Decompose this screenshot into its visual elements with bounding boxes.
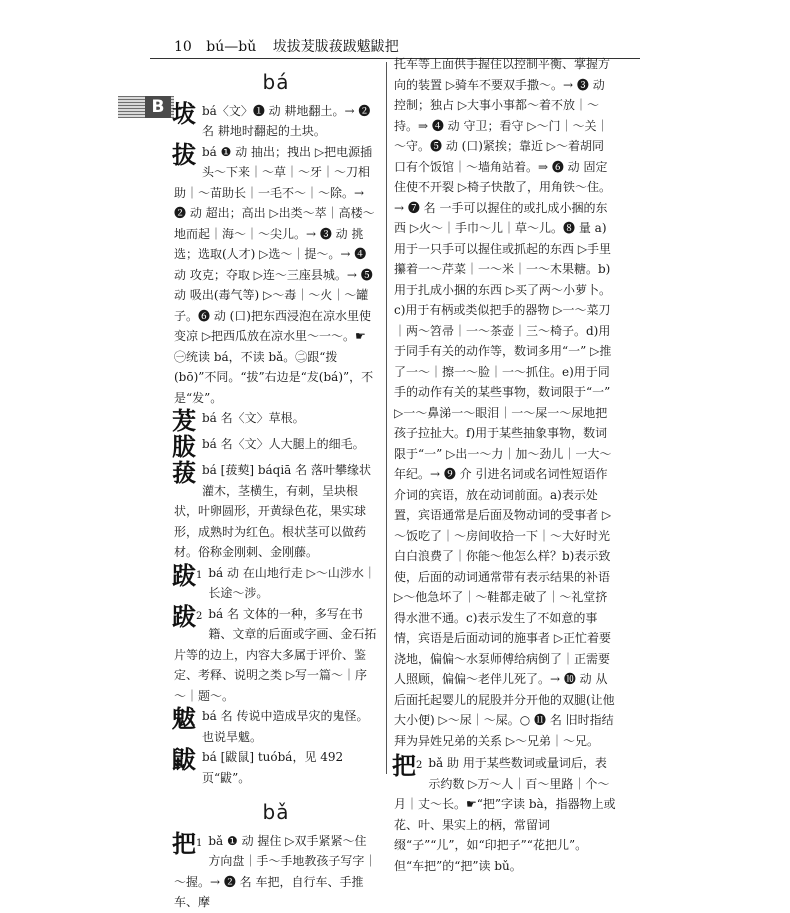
left-column [174, 72, 378, 913]
entry-text: bǎ ❶ 动 握住 ▷双手紧紧～住方向盘｜手～手地教孩子写字｜～握。→ ❷ 名 车把，自行车、手推车、摩 [174, 833, 377, 909]
entry-ba3-1-continued [394, 54, 616, 751]
entry-text: bǎ 助 用于某些数词或量词后，表示约数 ▷万～人｜百～里路｜个～月｜丈～长。☛“把”字读 bà，指器物上或花、叶、果实上的柄，常留词缀“子”“儿”，如“印把子”“花把儿”。但“车把”的“把”读 bǔ。 [394, 756, 616, 873]
section-heading-ba3: bǎ [262, 800, 290, 824]
column-divider [386, 62, 387, 774]
homograph-number: 2 [416, 760, 423, 771]
headword: 坺 [172, 98, 196, 128]
section-heading-ba: bá [262, 70, 290, 94]
headword: 拔 [172, 139, 196, 169]
entry-text: bá [鼥鼠] tuóbá，见 492 页“鼥”。 [202, 750, 344, 785]
entry-text: bá 名〈文〉人大腿上的细毛。 [202, 437, 365, 451]
headword: 胈 [172, 432, 196, 461]
entry-ba3-2 [394, 753, 616, 876]
guide-words: 坺拔茇胈菝跋魃鼥把 [272, 39, 399, 55]
pinyin-range: bú—bǔ [206, 39, 257, 55]
entry-ba-2 [172, 139, 378, 409]
entry-ba-6 [172, 560, 378, 604]
headword: 菝 [172, 458, 196, 487]
headword: 把$^1$ [172, 828, 203, 858]
headword: 魃 [172, 704, 196, 733]
entry-ba-5 [174, 460, 378, 563]
entry-text: bá 动 在山地行走 ▷～山涉水｜长途～涉。 [208, 565, 376, 600]
entry-ba-4 [172, 432, 378, 461]
entry-text: bá 名 文体的一种，多写在书籍、文章的后面或字画、金石拓片等的边上，内容大多属于评价、鉴定、考释、说明之类 ▷写一篇～｜序～｜题～。 [174, 606, 377, 703]
homograph-number: 1 [196, 837, 203, 849]
homograph-number: 1 [196, 569, 203, 581]
entry-ba-7 [172, 601, 378, 707]
entry-text: bá〈文〉❶ 动 耕地翻土。→ ❷ 名 耕地时翻起的土块。 [202, 103, 371, 138]
entry-text: bá [菝葜] báqiā 名 落叶攀缘状灌木，茎横生，有刺，呈块根状，叶卵圆形，开黄绿色花，果实球形，成熟时为红色。根状茎可以做药材。俗称金刚刺、金刚藤。 [174, 463, 371, 559]
headword: 茇 [172, 406, 196, 435]
entry-text: 托车等上面供手握住以控制平衡、掌握方向的装置 ▷骑车不要双手撒～。→ ❸ 动 控制；独占 ▷大事小事都～着不放｜～持。⇒ ❹ 动 守卫；看守 ▷～门｜～关｜～守。❺ 动 (口)紧挨；靠近 ▷～着胡同口有个饭馆｜～墙角站着。⇒ ❻ 动 固定住使不开裂 ▷椅子快散了，用角铁～住。→ ❼ 名 一手可以握住的或扎成小捆的东西 ▷火～｜手巾～儿｜草～儿。❽ 量 a)用于一只手可以握住或抓起的东西 ▷手里攥着一～芹菜｜一～米｜一～木果糖。b)用于扎成小捆的东西 ▷买了两～小萝卜。c)用于有柄或类似把手的器物 ▷一～菜刀｜两～笤帚｜一～茶壶｜三～椅子。d)用于同手有关的动作等，数词多用“一” ▷推了一～｜擦一～脸｜一～抓住。e)用于同手的动作有关的某些事物，数词限于“一” ▷一～鼻涕一～眼泪｜一～屎一～尿地把孩子拉扯大。f)用于某些抽象事物，数词限于“一” ▷出一～力｜加～劲儿｜一大～年纪。→ ❾ 介 引进名词或名词性短语作介词的宾语，放在动词前面。a)表示处置，宾语通常是后面及物动词的受事者 ▷～饭吃了｜～房间收拾一下｜～大好时光白白浪费了｜你能～他怎么样？b)表示致使，后面的动词通常带有表示结果的补语 ▷～他急坏了｜～鞋都走破了｜～礼堂挤得水泄不通。c)表示发生了不如意的事情，宾语是后面动词的施事者 ▷正忙着要浇地，偏偏～水泵师傅给病倒了｜正需要人照顾，偏偏～老伴儿死了。→ ❿ 动 从后面托起婴儿的屁股并分开他的双腿(让他大小便) ▷～尿｜～屎。○ ⓫ 名 旧时指结拜为异姓兄弟的关系 ▷～兄弟｜～兄。 [394, 57, 615, 748]
entry-text: bá ❶ 动 抽出；拽出 ▷把电源插头～下来｜～草｜～牙｜～刀相助｜～苗助长｜一毛不～｜～除。→ ❷ 动 超出；高出 ▷出类～萃｜高楼～地而起｜海～｜～尖儿。→ ❸ 动 挑选；选取(人才) ▷选～｜提～。→ ❹ 动 攻克；夺取 ▷连～三座县城。→ ❺ 动 吸出(毒气等) ▷～毒｜～火｜～罐子。❻ 动 (口)把东西浸泡在凉水里使变凉 ▷把西瓜放在凉水里～一～。☛ ㊀统读 bá，不读 bǎ。㊁跟“拨(bō)”不同。“拔”右边是“犮(bá)”，不是“发”。 [174, 144, 375, 405]
page-header [174, 36, 399, 56]
entry-ba3-1 [172, 828, 378, 913]
thumb-index-letter: B [145, 96, 171, 118]
entry-ba-8 [174, 706, 378, 747]
headword: 跋$^2$ [172, 601, 203, 631]
entry-ba-1 [172, 98, 378, 142]
homograph-number: 2 [196, 610, 203, 622]
entry-ba-3 [172, 406, 378, 435]
entry-text: bá 名 传说中造成旱灾的鬼怪。也说旱魃。 [202, 709, 369, 744]
headword: 跋$^1$ [172, 560, 203, 590]
right-column [394, 54, 616, 876]
page-number: 10 [174, 39, 192, 55]
headword: 把$^2$ [392, 751, 423, 780]
entry-ba-9 [174, 747, 378, 788]
headword: 鼥 [172, 745, 196, 774]
entry-text: bá 名〈文〉草根。 [202, 411, 305, 425]
